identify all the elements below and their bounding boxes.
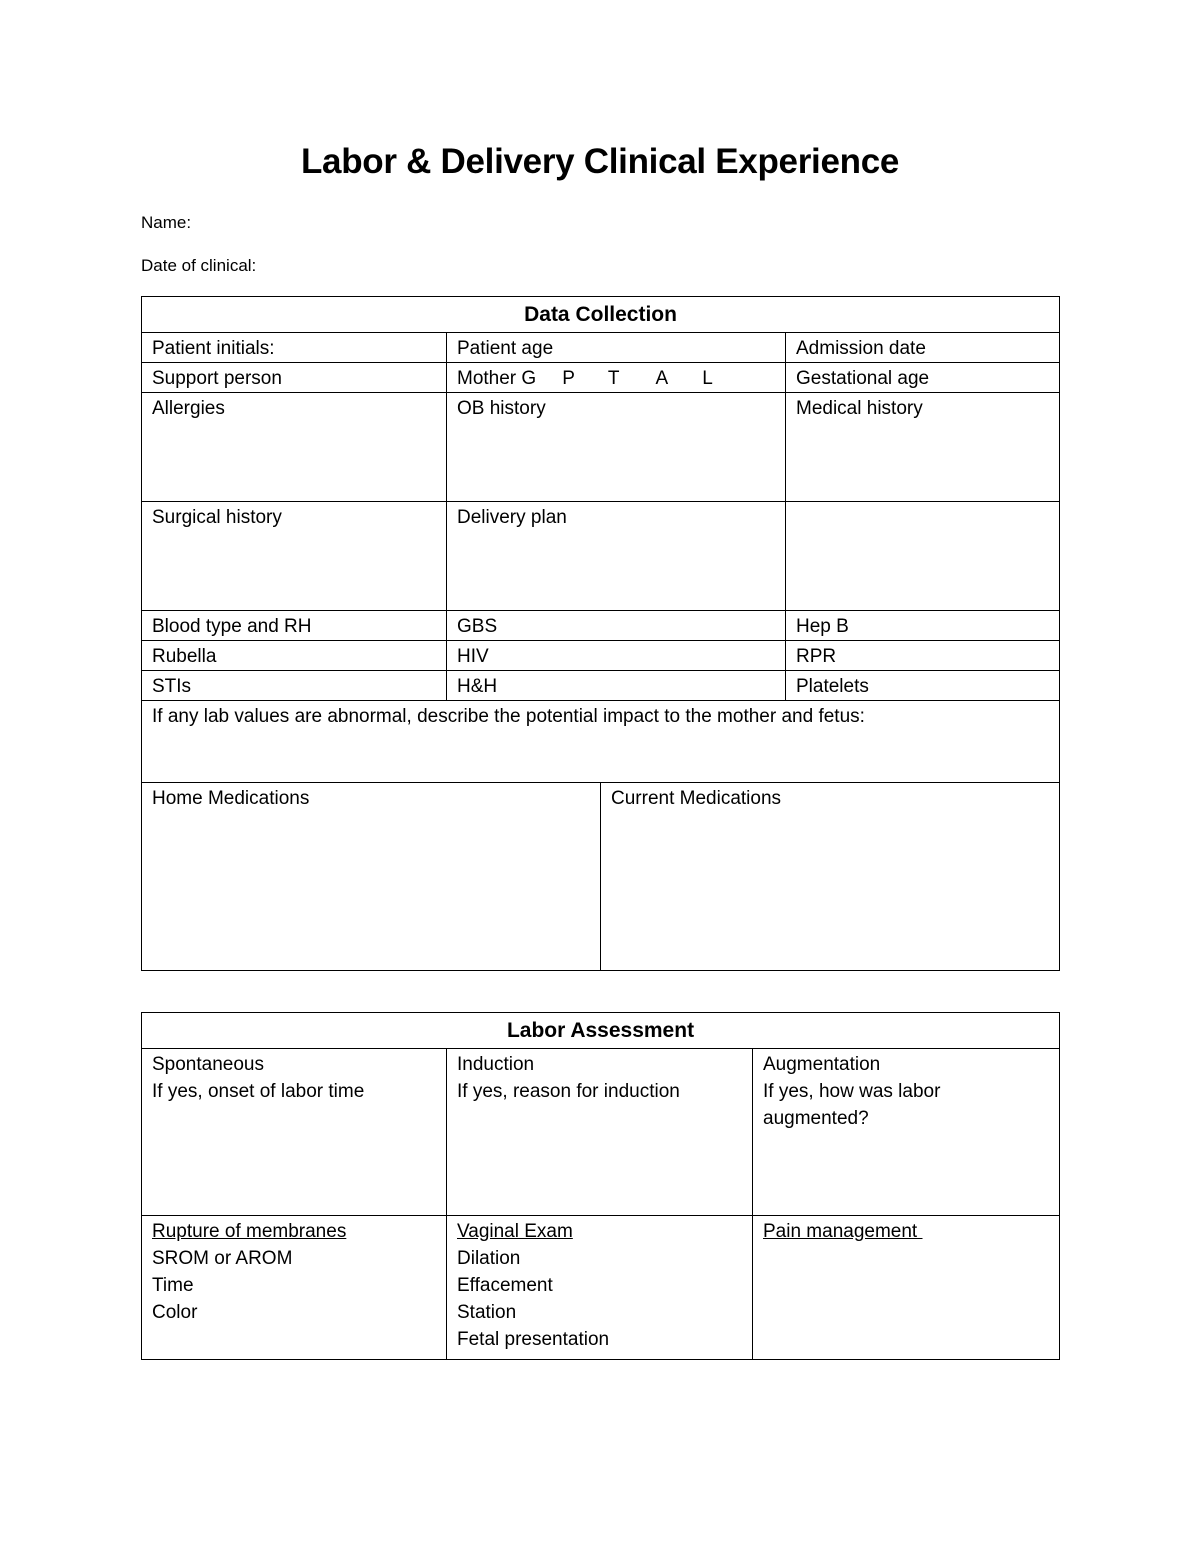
augmentation-sub-label: If yes, how was labor augmented? (763, 1081, 941, 1129)
gtpal-t: T (607, 368, 620, 389)
vaginal-exam-item: Station (457, 1302, 517, 1323)
rpr-cell[interactable]: RPR (786, 641, 1060, 671)
date-of-clinical-label: Date of clinical: (141, 256, 257, 275)
blood-type-cell[interactable]: Blood type and RH (142, 611, 447, 641)
vaginal-exam-item: Fetal presentation (457, 1329, 610, 1350)
empty-cell[interactable] (786, 502, 1060, 611)
spontaneous-cell[interactable] (142, 1049, 447, 1216)
patient-initials-cell[interactable]: Patient initials: (142, 333, 447, 363)
rupture-title: Rupture of membranes (152, 1221, 347, 1242)
pain-management-cell[interactable] (753, 1216, 1060, 1360)
vaginal-exam-item: Effacement (457, 1275, 553, 1296)
augmentation-label: Augmentation (763, 1054, 881, 1075)
gbs-cell[interactable]: GBS (447, 611, 786, 641)
rupture-item: SROM or AROM (152, 1248, 293, 1269)
stis-cell[interactable]: STIs (142, 671, 447, 701)
spontaneous-label: Spontaneous (152, 1054, 264, 1075)
pain-management-title: Pain management (763, 1221, 923, 1242)
induction-sub-label: If yes, reason for induction (457, 1081, 680, 1102)
ob-history-cell[interactable]: OB history (447, 393, 786, 502)
induction-label: Induction (457, 1054, 535, 1075)
gtpal-p: P (562, 368, 575, 389)
surgical-history-cell[interactable]: Surgical history (142, 502, 447, 611)
vaginal-exam-cell[interactable] (447, 1216, 753, 1360)
vaginal-exam-title: Vaginal Exam (457, 1221, 573, 1242)
page-title: Labor & Delivery Clinical Experience (300, 142, 900, 181)
rupture-item: Color (152, 1302, 198, 1323)
data-collection-table (141, 296, 1060, 971)
platelets-cell[interactable]: Platelets (786, 671, 1060, 701)
augmentation-cell[interactable] (753, 1049, 1060, 1216)
name-field-label: Name: (141, 213, 192, 232)
spontaneous-sub-label: If yes, onset of labor time (152, 1081, 365, 1102)
home-medications-cell[interactable]: Home Medications (142, 783, 601, 971)
support-person-cell[interactable]: Support person (142, 363, 447, 393)
h-and-h-cell[interactable]: H&H (447, 671, 786, 701)
admission-date-cell[interactable]: Admission date (786, 333, 1060, 363)
gtpal-l: L (702, 368, 713, 389)
labor-assessment-table (141, 1012, 1060, 1360)
data-collection-header: Data Collection (142, 297, 1060, 333)
vaginal-exam-item: Dilation (457, 1248, 521, 1269)
medical-history-cell[interactable]: Medical history (786, 393, 1060, 502)
rupture-of-membranes-cell[interactable] (142, 1216, 447, 1360)
rubella-cell[interactable]: Rubella (142, 641, 447, 671)
gtpal-cell[interactable] (447, 363, 786, 393)
current-medications-cell[interactable]: Current Medications (601, 783, 1060, 971)
abnormal-labs-cell[interactable]: If any lab values are abnormal, describe the potential impact to the mother and fetus: (142, 701, 1060, 783)
gtpal-a: A (655, 368, 669, 389)
allergies-cell[interactable]: Allergies (142, 393, 447, 502)
mother-g-label: Mother G (457, 368, 537, 389)
gestational-age-cell[interactable]: Gestational age (786, 363, 1060, 393)
hep-b-cell[interactable]: Hep B (786, 611, 1060, 641)
hiv-cell[interactable]: HIV (447, 641, 786, 671)
delivery-plan-cell[interactable]: Delivery plan (447, 502, 786, 611)
induction-cell[interactable] (447, 1049, 753, 1216)
labor-assessment-header: Labor Assessment (142, 1013, 1060, 1049)
patient-age-cell[interactable]: Patient age (447, 333, 786, 363)
rupture-item: Time (152, 1275, 194, 1296)
